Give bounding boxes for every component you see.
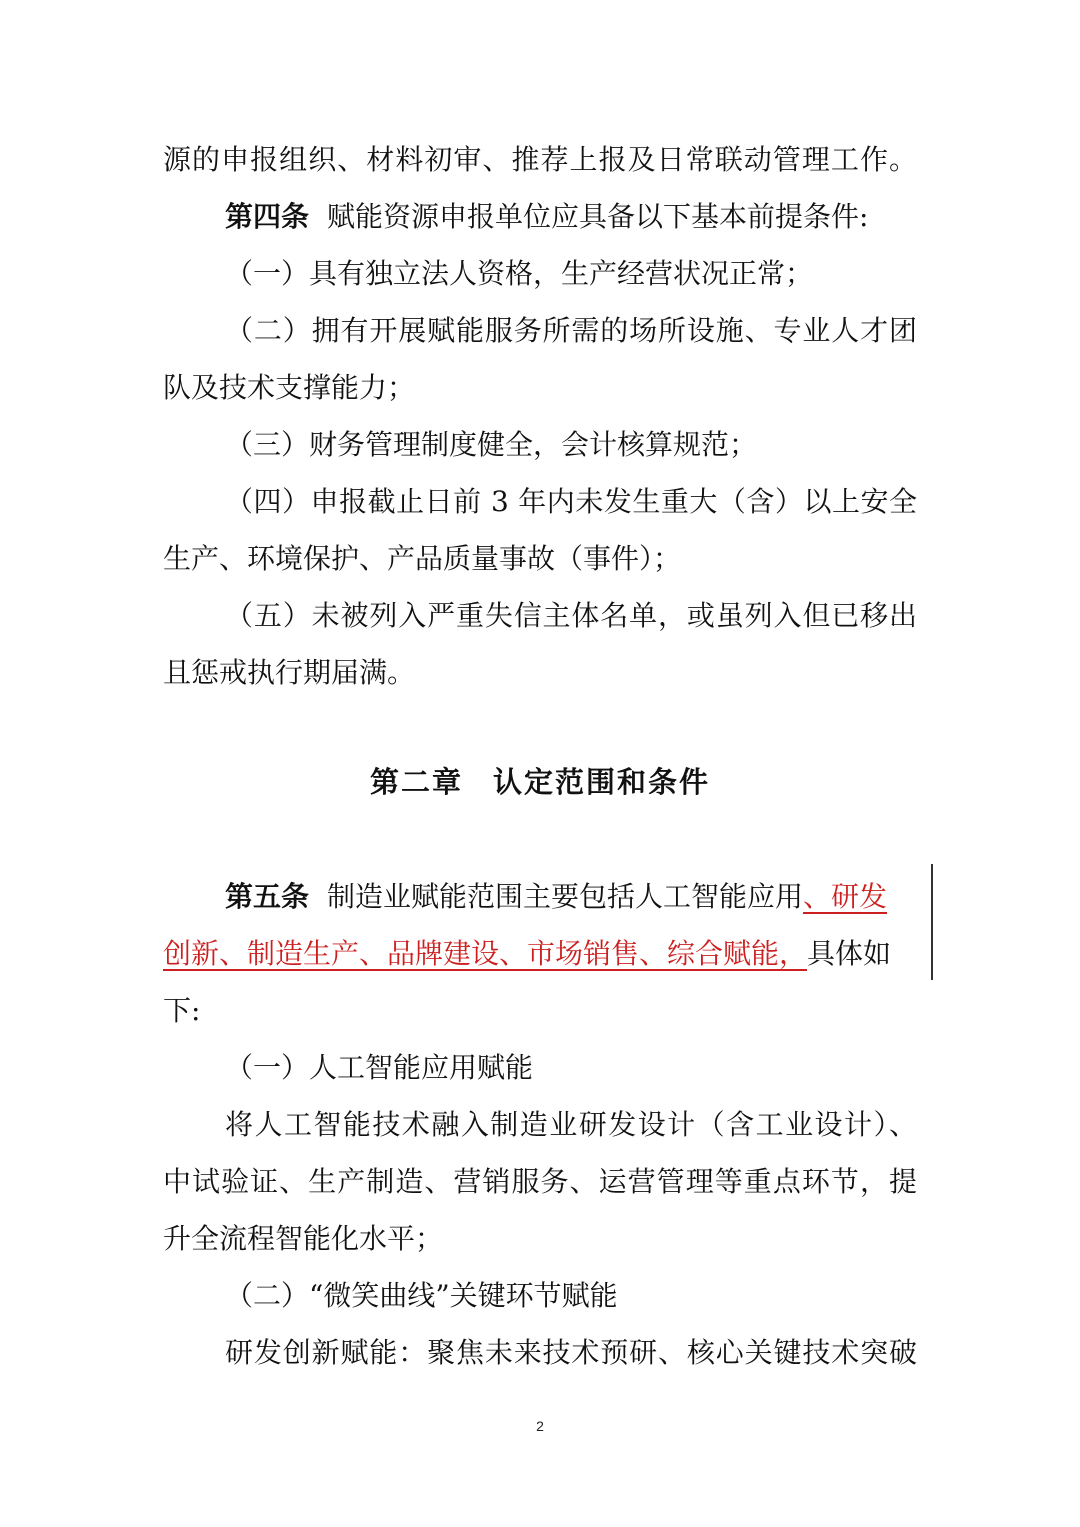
section-1-heading	[0, 1048, 1080, 1088]
condition-4-text-a: （四）申报截止日前 3 年内未发生重大（含）以上安全	[225, 485, 917, 518]
condition-5-line-2	[0, 653, 1080, 693]
article-4-line	[0, 197, 1080, 237]
condition-4-line-1	[0, 482, 1080, 522]
section-1-para-line-3	[0, 1219, 1080, 1259]
condition-4-text-b: 生产、环境保护、产品质量事故（事件）；	[163, 542, 682, 575]
condition-4-line-2	[0, 539, 1080, 579]
condition-2-text-a: （二）拥有开展赋能服务所需的场所设施、专业人才团	[225, 314, 917, 347]
condition-2-line-2	[0, 368, 1080, 408]
revision-inserted-text: 创新、制造生产、品牌建设、市场销售、综合赋能，	[163, 937, 808, 970]
section-2-para-line-1	[0, 1333, 1080, 1373]
article-5-wrapper-2	[163, 934, 891, 974]
chapter-number: 第二章	[369, 765, 463, 799]
article-4-heading: 第四条	[225, 200, 310, 233]
section-1-para-text-a: 将人工智能技术融入制造业研发设计（含工业设计）、	[225, 1108, 917, 1141]
condition-2-text-b: 队及技术支撑能力；	[163, 371, 416, 404]
condition-3-text: （三）财务管理制度健全，会计核算规范；	[225, 428, 758, 461]
article-5-wrapper	[225, 877, 887, 917]
condition-5-text-a: （五）未被列入严重失信主体名单，或虽列入但已移出	[225, 599, 917, 632]
chapter-title: 认定范围和条件	[493, 765, 711, 799]
article-5-text: 下:	[163, 994, 201, 1027]
section-1-para-text-c: 升全流程智能化水平；	[163, 1222, 444, 1255]
article-5-line-1	[0, 877, 1080, 917]
paragraph-line	[0, 140, 1080, 180]
article-5-text: 具体如	[807, 937, 892, 970]
revision-change-bar	[931, 864, 933, 980]
section-2-text: （二）“微笑曲线”关键环节赋能	[225, 1279, 618, 1312]
article-5-heading: 第五条	[225, 880, 310, 913]
article-4-text: 赋能资源申报单位应具备以下基本前提条件:	[327, 200, 869, 233]
revision-inserted-text: 、研发	[803, 880, 888, 913]
condition-5-text-b: 且惩戒执行期届满。	[163, 656, 416, 689]
article-5-line-2	[0, 934, 1080, 974]
section-2-heading	[0, 1276, 1080, 1316]
condition-5-line-1	[0, 596, 1080, 636]
article-5-text: 制造业赋能范围主要包括人工智能应用	[327, 880, 804, 913]
section-2-para-text-a: 研发创新赋能：聚焦未来技术预研、核心关键技术突破	[225, 1336, 917, 1369]
condition-1-text: （一）具有独立法人资格，生产经营状况正常；	[225, 257, 814, 290]
condition-2-line-1	[0, 311, 1080, 351]
condition-1	[0, 254, 1080, 294]
body-text: 源的申报组织、材料初审、推荐上报及日常联动管理工作。	[163, 143, 917, 176]
chapter-heading	[0, 760, 1080, 804]
section-1-para-line-2	[0, 1162, 1080, 1202]
section-1-para-text-b: 中试验证、生产制造、营销服务、运营管理等重点环节，提	[163, 1165, 917, 1198]
article-5-line-3	[0, 991, 1080, 1031]
article-4-wrapper	[225, 197, 868, 237]
section-1-para-line-1	[0, 1105, 1080, 1145]
page-number: 2	[536, 1418, 544, 1434]
section-1-text: （一）人工智能应用赋能	[225, 1051, 534, 1084]
condition-3	[0, 425, 1080, 465]
